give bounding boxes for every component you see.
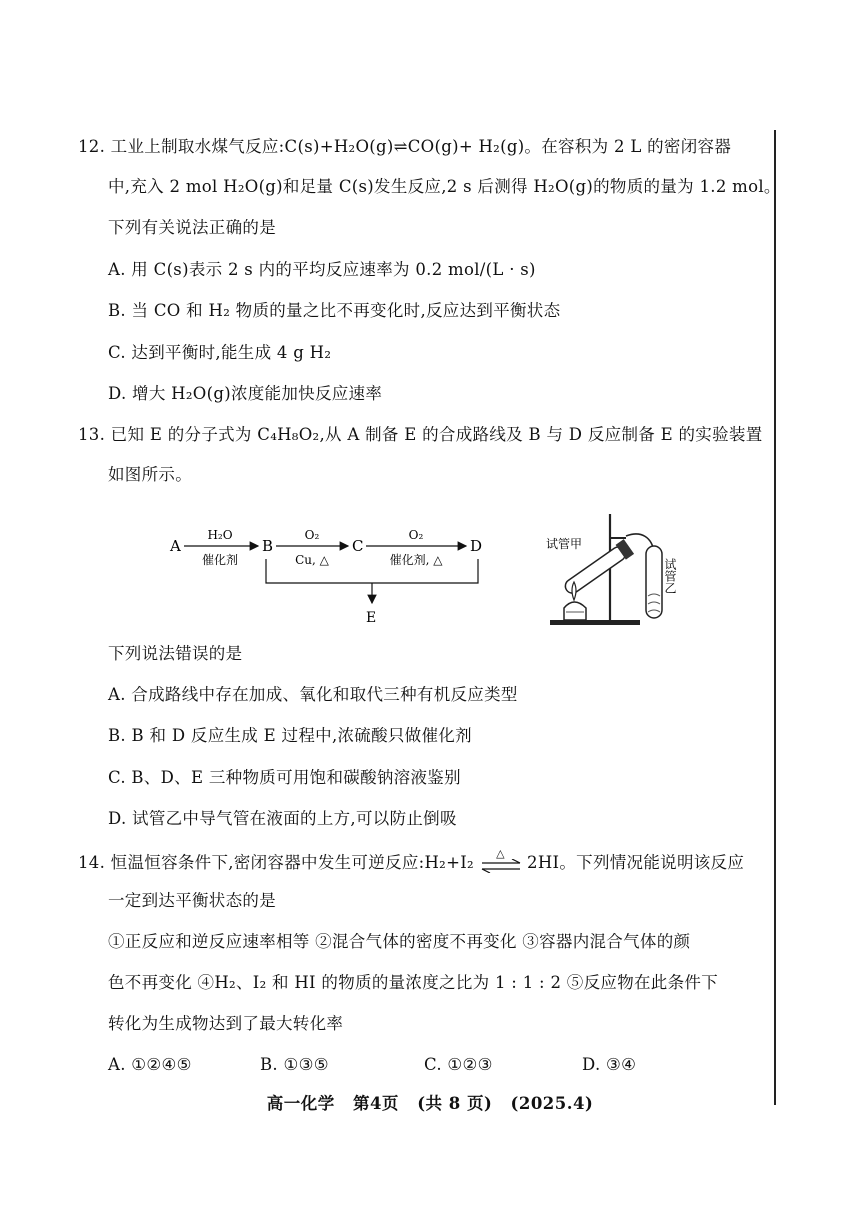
tube-a-label: 试管甲 [546, 537, 583, 551]
q12-option-c: C. 达到平衡时,能生成 4 g H₂ [108, 343, 332, 362]
q14-option-b: B. ①③⑤ [260, 1055, 329, 1074]
arrow1-top-label: H₂O [207, 528, 233, 542]
arrow2-bottom-label: Cu, △ [295, 553, 329, 567]
node-b: B [262, 537, 274, 555]
q12-line-2: 中,充入 2 mol H₂O(g)和足量 C(s)发生反应,2 s 后测得 H₂O(g)的物质的量为 1.2 mol。 [108, 177, 781, 196]
q14-line-5: 转化为生成物达到了最大转化率 [108, 1014, 344, 1033]
node-d: D [470, 537, 483, 555]
arrow3-bottom-label: 催化剂, △ [389, 553, 443, 567]
q12-option-b: B. 当 CO 和 H₂ 物质的量之比不再变化时,反应达到平衡状态 [108, 301, 561, 320]
q14-option-d: D. ③④ [582, 1055, 637, 1074]
node-a: A [170, 537, 181, 555]
tube-b-label: 试管乙 [663, 558, 677, 594]
q12-option-a: A. 用 C(s)表示 2 s 内的平均反应速率为 0.2 mol/(L · s) [108, 260, 536, 279]
q12-line-1: 12. 工业上制取水煤气反应:C(s)+H₂O(g)⇌CO(g)+ H₂(g)。在容积为 2 L 的密闭容器 [78, 137, 732, 156]
q13-line-3: 下列说法错误的是 [108, 644, 243, 663]
arrow2-top-label: O₂ [304, 528, 320, 542]
q13-option-c: C. B、D、E 三种物质可用饱和碳酸钠溶液鉴别 [108, 768, 461, 787]
page-footer [0, 1090, 860, 1114]
q14-line-1 [78, 846, 745, 875]
apparatus-drawing [530, 508, 690, 633]
q13-option-d: D. 试管乙中导气管在液面的上方,可以防止倒吸 [108, 809, 457, 828]
q13-option-b: B. B 和 D 反应生成 E 过程中,浓硫酸只做催化剂 [108, 726, 472, 745]
margin-line [774, 130, 776, 1105]
q14-line-1-post: 2HI。下列情况能说明该反应 [527, 853, 745, 872]
q14-line-1-pre: 14. 恒温恒容条件下,密闭容器中发生可逆反应:H₂+I₂ [78, 853, 474, 872]
q13-line-2: 如图所示。 [108, 465, 192, 484]
q14-option-a: A. ①②④⑤ [108, 1055, 192, 1074]
arrow3-top-label: O₂ [408, 528, 424, 542]
q14-line-3: ①正反应和逆反应速率相等 ②混合气体的密度不再变化 ③容器内混合气体的颜 [108, 932, 691, 951]
q13-option-a: A. 合成路线中存在加成、氧化和取代三种有机反应类型 [108, 685, 518, 704]
q12-option-d: D. 增大 H₂O(g)浓度能加快反应速率 [108, 384, 383, 403]
footer-date: (2025.4) [510, 1094, 594, 1113]
arrow1-bottom-label: 催化剂 [201, 553, 239, 567]
q14-option-c: C. ①②③ [424, 1055, 493, 1074]
q14-line-2: 一定到达平衡状态的是 [108, 891, 276, 910]
footer-page: 第4页 [352, 1094, 399, 1113]
footer-subject: 高一化学 [266, 1094, 335, 1113]
q12-line-3: 下列有关说法正确的是 [108, 218, 276, 237]
footer-total: (共 8 页) [417, 1094, 493, 1113]
synthesis-route-diagram [160, 515, 500, 635]
reversible-arrow-condition: △ [496, 846, 505, 860]
reversible-arrow [480, 846, 522, 875]
q14-line-4: 色不再变化 ④H₂、I₂ 和 HI 的物质的量浓度之比为 1 : 1 : 2 ⑤反应物在此条件下 [108, 973, 719, 992]
node-c: C [352, 537, 364, 555]
node-e: E [366, 610, 377, 626]
q13-line-1: 13. 已知 E 的分子式为 C₄H₈O₂,从 A 制备 E 的合成路线及 B 与 D 反应制备 E 的实验装置 [78, 425, 763, 444]
